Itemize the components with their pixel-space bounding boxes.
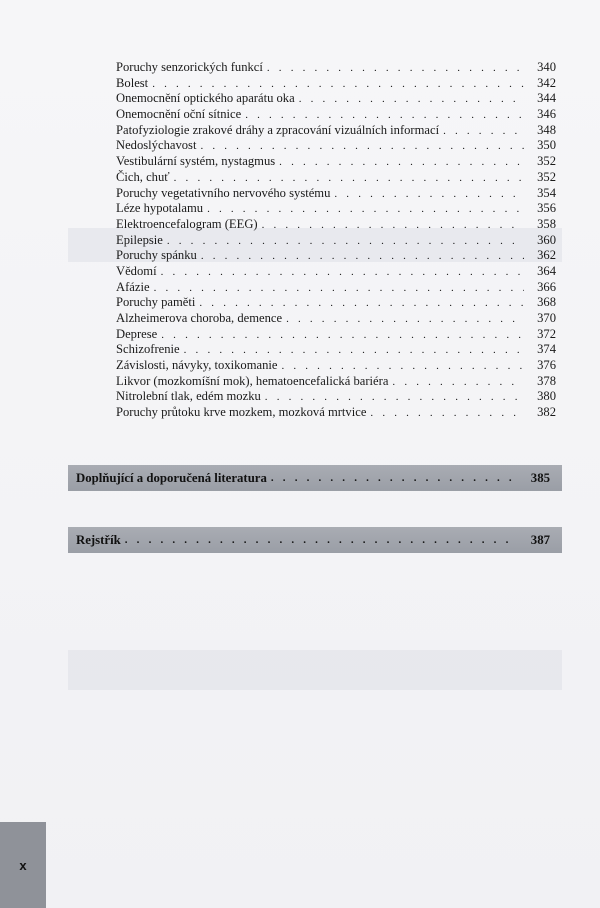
toc-entry-title: Poruchy spánku (116, 248, 197, 263)
leader-dots (265, 390, 524, 406)
toc-entry[interactable] (116, 248, 556, 264)
toc-entry[interactable] (116, 342, 556, 358)
toc-entry-title: Deprese (116, 326, 158, 341)
toc-entry-title: Nedoslýchavost (116, 138, 197, 153)
toc-entry[interactable] (116, 186, 556, 202)
toc-entry[interactable] (116, 374, 556, 390)
toc-entry-page: 372 (537, 326, 556, 341)
toc-entry-page: 342 (537, 75, 556, 90)
section-page: 387 (530, 532, 550, 547)
section-index[interactable] (68, 527, 562, 553)
toc-entry-title: Závislosti, návyky, toxikomanie (116, 358, 278, 373)
toc-entry[interactable] (116, 201, 556, 217)
toc-entry-title: Epilepsie (116, 232, 163, 247)
section-title: Doplňující a doporučená literatura (76, 470, 267, 485)
toc-entry[interactable] (116, 327, 556, 343)
toc-entry-page: 348 (537, 122, 556, 137)
toc-entry-title: Likvor (mozkomíšní mok), hematoencefalická bariéra (116, 373, 389, 388)
toc-entry-page: 378 (537, 373, 556, 388)
toc-entry-title: Vědomí (116, 263, 157, 278)
leader-dots (299, 92, 524, 108)
leader-dots (161, 265, 524, 281)
toc-entry-page: 344 (537, 91, 556, 106)
leader-dots (201, 249, 524, 265)
leader-dots (281, 359, 524, 375)
toc-entry-page: 356 (537, 201, 556, 216)
toc-entry-title: Léze hypotalamu (116, 201, 204, 216)
toc-entry[interactable] (116, 76, 556, 92)
toc-entry-page: 354 (537, 185, 556, 200)
leader-dots (443, 124, 524, 140)
leader-dots (262, 218, 524, 234)
toc-entry[interactable] (116, 170, 556, 186)
toc-entry-page: 350 (537, 138, 556, 153)
toc-entry-page: 376 (537, 358, 556, 373)
toc-entry-page: 380 (537, 389, 556, 404)
toc-entry-page: 370 (537, 311, 556, 325)
toc-entry-title: Čich, chuť (116, 169, 170, 184)
toc-entry-title: Poruchy paměti (116, 295, 196, 310)
toc-entry[interactable] (116, 233, 556, 249)
toc-entry[interactable] (116, 217, 556, 233)
page-number: x (19, 857, 27, 873)
toc-entry-title: Vestibulární systém, nystagmus (116, 154, 276, 169)
toc-entry[interactable] (116, 138, 556, 154)
toc-entry[interactable] (116, 358, 556, 374)
show-through-band (68, 650, 562, 690)
section-literature[interactable] (68, 465, 562, 491)
leader-dots (152, 77, 524, 93)
toc-entry-page: 368 (537, 295, 556, 310)
toc-entry-title: Afázie (116, 279, 150, 294)
toc-entry-title: Onemocnění oční sítnice (116, 107, 242, 122)
section-page: 385 (530, 470, 550, 485)
leader-dots (125, 534, 516, 546)
toc-entry[interactable] (116, 311, 556, 327)
toc-entry-page: 360 (537, 232, 556, 247)
section-title: Rejstřík (76, 532, 121, 547)
leader-dots (392, 375, 524, 391)
toc-entry-title: Alzheimerova choroba, demence (116, 311, 283, 325)
toc-entry[interactable] (116, 389, 556, 405)
toc-entry-page: 340 (537, 60, 556, 74)
toc-entry[interactable] (116, 60, 556, 76)
leader-dots (245, 108, 524, 124)
toc-entry-page: 346 (537, 107, 556, 122)
toc-entry-page: 358 (537, 216, 556, 231)
leader-dots (207, 202, 524, 218)
toc-entry-page: 352 (537, 169, 556, 184)
toc-entry-title: Bolest (116, 75, 149, 90)
leader-dots (200, 139, 524, 155)
toc-entry-title: Onemocnění optického aparátu oka (116, 91, 295, 106)
leader-dots (161, 328, 524, 344)
leader-dots (174, 171, 524, 187)
page-number-tab (0, 822, 46, 908)
toc-entry[interactable] (116, 91, 556, 107)
leader-dots (154, 281, 524, 297)
leader-dots (271, 472, 516, 484)
toc-entry[interactable] (116, 154, 556, 170)
toc-entry[interactable] (116, 123, 556, 139)
leader-dots (267, 61, 524, 77)
toc-entry-page: 364 (537, 263, 556, 278)
toc-entry[interactable] (116, 264, 556, 280)
leader-dots (167, 234, 524, 250)
toc-entry-page: 374 (537, 342, 556, 357)
toc-entry-page: 352 (537, 154, 556, 169)
leader-dots (279, 155, 524, 171)
leader-dots (370, 406, 524, 422)
toc-entry-page: 382 (537, 405, 556, 420)
toc-entry[interactable] (116, 295, 556, 311)
toc-entry-title: Poruchy průtoku krve mozkem, mozková mrtvice (116, 405, 367, 420)
toc-entry-title: Poruchy vegetativního nervového systému (116, 185, 331, 200)
leader-dots (334, 187, 524, 203)
toc-entry-title: Nitrolební tlak, edém mozku (116, 389, 261, 404)
toc-entry-title: Patofyziologie zrakové dráhy a zpracování vizuálních informací (116, 122, 440, 137)
toc-entry[interactable] (116, 280, 556, 296)
leader-dots (184, 343, 524, 359)
toc-entry-page: 362 (537, 248, 556, 263)
leader-dots (286, 312, 524, 328)
table-of-contents (116, 60, 556, 421)
toc-entry-page: 366 (537, 279, 556, 294)
toc-entry[interactable] (116, 107, 556, 123)
toc-entry-title: Poruchy senzorických funkcí (116, 60, 263, 74)
leader-dots (199, 296, 524, 312)
toc-entry-title: Elektroencefalogram (EEG) (116, 216, 258, 231)
toc-entry-title: Schizofrenie (116, 342, 180, 357)
toc-entry[interactable] (116, 405, 556, 421)
